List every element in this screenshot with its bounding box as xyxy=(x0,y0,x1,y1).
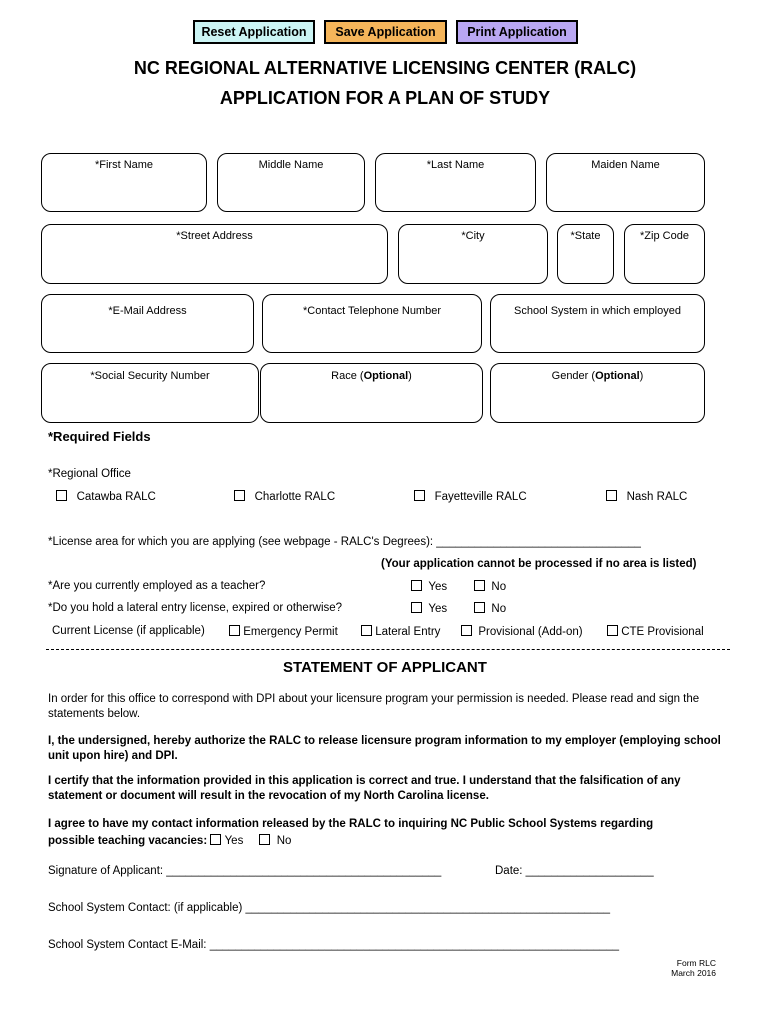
date-line[interactable]: Date: ____________________ xyxy=(495,865,654,877)
employed-yes[interactable]: Yes xyxy=(411,580,447,593)
section-divider xyxy=(46,649,730,650)
license-area-label[interactable]: *License area for which you are applying (see webpage - RALC's Degrees): ________________________________ xyxy=(48,536,641,548)
school-contact-line[interactable]: School System Contact: (if applicable) _________________________________________________________ xyxy=(48,902,611,914)
state-label: *State xyxy=(570,230,601,242)
checkbox[interactable] xyxy=(411,580,422,591)
statement-contact-release: I agree to have my contact information released by the RALC to inquiring NC Public School Systems regarding xyxy=(48,818,654,830)
city-field[interactable] xyxy=(398,224,548,284)
street-address-field[interactable] xyxy=(41,224,388,284)
statement-certify: I certify that the information provided in this application is correct and true. I understand that the falsification of any statement or document will result in the revocation of my North Carolina license. xyxy=(48,775,681,802)
maiden-name-field[interactable] xyxy=(546,153,705,212)
lateral-yes[interactable]: Yes xyxy=(411,602,447,615)
city-label: *City xyxy=(461,230,485,242)
statement-authorize: I, the undersigned, hereby authorize the RALC to release licensure program information to my employer (employing school unit upon hire) and DPI. xyxy=(48,735,721,762)
middle-name-label: Middle Name xyxy=(258,159,324,171)
checkbox[interactable] xyxy=(414,490,425,501)
employed-no[interactable]: No xyxy=(474,580,506,593)
checkbox[interactable] xyxy=(461,625,472,636)
checkbox[interactable] xyxy=(474,602,485,613)
checkbox[interactable] xyxy=(411,602,422,613)
regional-office-label: *Regional Office xyxy=(48,468,131,480)
catawba-option[interactable]: Catawba RALC xyxy=(56,490,156,503)
current-license-label: Current License (if applicable) xyxy=(52,625,205,637)
first-name-field[interactable] xyxy=(41,153,207,212)
gender-field[interactable] xyxy=(490,363,705,423)
statement-vacancies: possible teaching vacancies: Yes No xyxy=(48,835,292,847)
cte-provisional-option[interactable]: CTE Provisional xyxy=(607,625,704,638)
first-name-label: *First Name xyxy=(94,159,154,171)
school-contact-email-line[interactable]: School System Contact E-Mail: ________________________________________________________________ xyxy=(48,939,620,951)
checkbox[interactable] xyxy=(234,490,245,501)
gender-label: Gender (Optional) xyxy=(551,370,644,382)
form-subtitle: APPLICATION FOR A PLAN OF STUDY xyxy=(219,88,551,108)
statement-intro: In order for this office to correspond with DPI about your licensure program your permission is needed. Please read and sign the statements below. xyxy=(48,693,700,720)
zip-code-field[interactable] xyxy=(624,224,705,284)
form-id: Form RLC March 2016 xyxy=(671,958,716,978)
fayetteville-option[interactable]: Fayetteville RALC xyxy=(414,490,527,503)
checkbox[interactable] xyxy=(229,625,240,636)
checkbox[interactable] xyxy=(259,834,270,845)
ssn-label: *Social Security Number xyxy=(90,370,210,382)
street-address-label: *Street Address xyxy=(176,230,253,242)
signature-line[interactable]: Signature of Applicant: ___________________________________________ xyxy=(48,865,442,877)
license-area-note: (Your application cannot be processed if no area is listed) xyxy=(381,558,697,570)
phone-field[interactable] xyxy=(262,294,482,353)
charlotte-option[interactable]: Charlotte RALC xyxy=(234,490,335,503)
provisional-option[interactable]: Provisional (Add-on) xyxy=(461,625,583,638)
form-title: NC REGIONAL ALTERNATIVE LICENSING CENTER (RALC) xyxy=(133,58,637,78)
state-field[interactable] xyxy=(557,224,614,284)
checkbox[interactable] xyxy=(606,490,617,501)
zip-code-label: *Zip Code xyxy=(640,230,689,242)
reset-application-button[interactable]: Reset Application xyxy=(193,20,315,44)
lateral-entry-option[interactable]: Lateral Entry xyxy=(361,625,440,638)
middle-name-field[interactable] xyxy=(217,153,365,212)
checkbox[interactable] xyxy=(361,625,372,636)
nash-option[interactable]: Nash RALC xyxy=(606,490,687,503)
checkbox[interactable] xyxy=(607,625,618,636)
phone-label: *Contact Telephone Number xyxy=(303,305,441,317)
lateral-no[interactable]: No xyxy=(474,602,506,615)
ssn-field[interactable] xyxy=(41,363,259,423)
print-application-button[interactable]: Print Application xyxy=(456,20,578,44)
school-system-label: School System in which employed xyxy=(514,305,681,317)
checkbox[interactable] xyxy=(474,580,485,591)
race-label: Race (Optional) xyxy=(331,370,412,382)
maiden-name-label: Maiden Name xyxy=(591,159,660,171)
last-name-label: *Last Name xyxy=(426,159,485,171)
email-field[interactable] xyxy=(41,294,254,353)
save-application-button[interactable]: Save Application xyxy=(324,20,447,44)
last-name-field[interactable] xyxy=(375,153,536,212)
school-system-field[interactable] xyxy=(490,294,705,353)
race-field[interactable] xyxy=(260,363,483,423)
required-fields-note: *Required Fields xyxy=(48,429,151,444)
email-label: *E-Mail Address xyxy=(108,305,187,317)
statement-title: STATEMENT OF APPLICANT xyxy=(283,659,487,676)
checkbox[interactable] xyxy=(210,834,221,845)
emergency-permit-option[interactable]: Emergency Permit xyxy=(229,625,338,638)
employed-question: *Are you currently employed as a teacher? xyxy=(48,580,266,592)
checkbox[interactable] xyxy=(56,490,67,501)
lateral-question: *Do you hold a lateral entry license, expired or otherwise? xyxy=(48,602,343,614)
